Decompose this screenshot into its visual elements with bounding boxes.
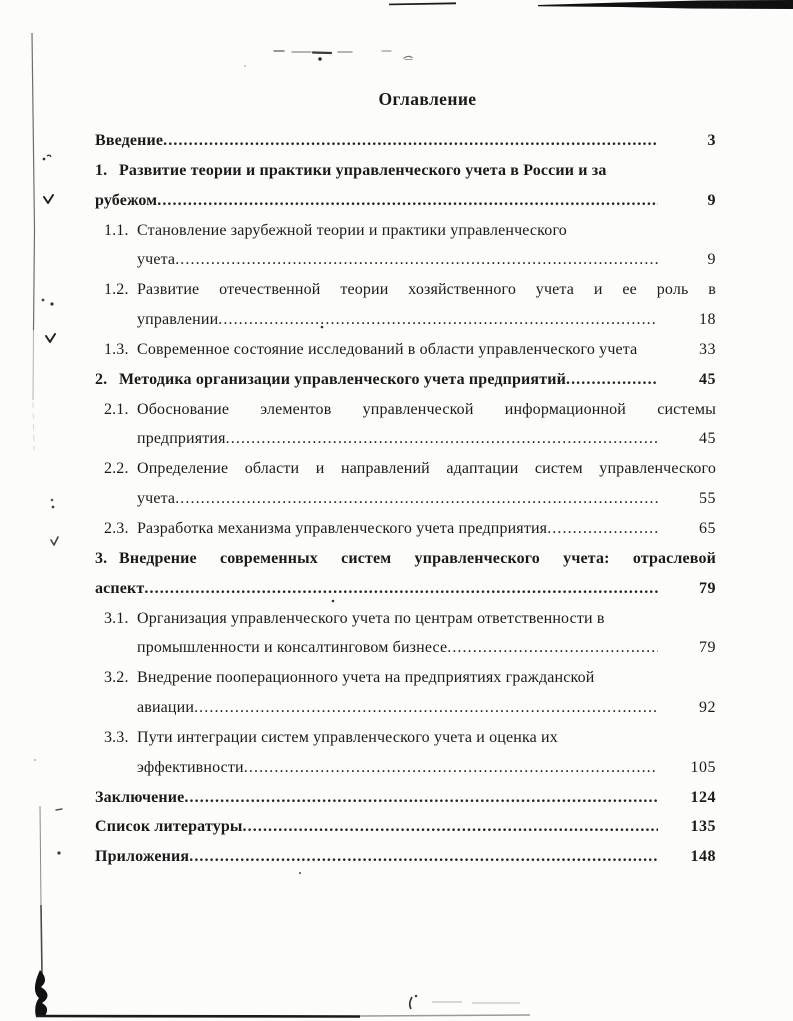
dot-leader <box>175 484 658 514</box>
toc-entry-text: Разработка механизма управленческого учета предприятия <box>137 519 548 537</box>
page-title: Оглавление <box>378 89 477 109</box>
toc-entry-text: рубежом <box>95 191 158 209</box>
scan-streak-top-right <box>538 0 793 9</box>
toc-entry-number: 1.3. <box>104 340 129 358</box>
toc-entry-text: аспект <box>95 579 145 597</box>
page-number: 148 <box>690 848 716 866</box>
dot-leader <box>547 514 658 544</box>
toc-entry-line <box>0 812 793 842</box>
page-number: 135 <box>690 818 716 836</box>
page-number: 65 <box>699 519 716 537</box>
toc-entry-number: 2.1. <box>104 400 129 418</box>
toc-entry-text: Развитие отечественной теории хозяйственного учета и ее роль в <box>137 281 716 299</box>
dot-leader <box>189 842 658 872</box>
toc-entry-number: 2.3. <box>104 519 129 537</box>
dot-leader <box>163 126 658 156</box>
dot-leader <box>184 783 658 813</box>
toc-entry-line <box>0 574 793 604</box>
toc-entry-line <box>0 514 793 544</box>
toc-entry-number: 3.1. <box>104 609 129 627</box>
scan-line-bottom <box>36 995 530 1017</box>
toc-entry-line <box>0 156 793 186</box>
toc-entry-number: 3.2. <box>104 669 129 687</box>
toc-entry-text: Обоснование элементов управленческой информационной системы <box>137 400 716 418</box>
page-number: 3 <box>707 132 716 149</box>
toc-entry-text: учета <box>137 251 176 269</box>
toc-entry-text: Внедрение современных систем управленческого учета: отраслевой <box>119 549 716 567</box>
page-number: 45 <box>699 430 716 448</box>
toc-entry-line <box>0 842 793 872</box>
toc-entry-text: Организация управленческого учета по центрам ответственности в <box>137 609 605 627</box>
dot-leader <box>175 245 658 275</box>
toc-entry-line <box>0 753 793 783</box>
dot-leader <box>244 753 658 783</box>
toc-entry-text: Пути интеграции систем управленческого учета и оценка их <box>137 728 558 746</box>
dot-leader <box>194 693 658 723</box>
toc-entry-line <box>0 126 793 156</box>
table-of-contents <box>0 126 793 872</box>
toc-entry-number: 1.1. <box>104 221 129 239</box>
page-number: 55 <box>699 490 716 508</box>
toc-entry-text: Заключение <box>95 788 185 806</box>
toc-entry-line <box>0 604 793 634</box>
toc-entry-text: учета <box>137 490 176 508</box>
toc-entry-text: Приложения <box>95 848 190 866</box>
dot-leader <box>447 633 658 663</box>
toc-entry-line <box>0 693 793 723</box>
toc-entry-text: промышленности и консалтинговом бизнесе <box>137 639 448 657</box>
toc-entry-text: Внедрение пооперационного учета на предприятиях гражданской <box>137 669 595 687</box>
page-number: 124 <box>690 788 716 806</box>
toc-entry-line <box>0 275 793 305</box>
toc-entry-text: управлении <box>137 311 219 329</box>
dot-leader <box>157 186 658 216</box>
toc-entry-line <box>0 783 793 813</box>
toc-entry-number: 1. <box>95 161 108 179</box>
page-number: 33 <box>699 340 716 358</box>
toc-entry-line <box>0 305 793 335</box>
page-number: 92 <box>699 699 716 717</box>
page-number: 79 <box>699 639 716 657</box>
toc-entry-text: Развитие теории и практики управленческого учета в России и за <box>119 161 607 179</box>
dot-leader <box>243 812 658 842</box>
dot-leader <box>226 424 658 454</box>
toc-entry-line <box>0 395 793 425</box>
toc-entry-line <box>0 454 793 484</box>
toc-entry-number: 3. <box>95 549 108 567</box>
toc-entry-line <box>0 484 793 514</box>
dot-leader <box>218 305 658 335</box>
toc-entry-text: авиации <box>137 699 195 717</box>
toc-entry-text: предприятия <box>137 430 226 448</box>
toc-entry-text: Методика организации управленческого учета предприятий <box>119 370 566 388</box>
scan-smudge-header <box>244 51 412 67</box>
toc-entry-line <box>0 633 793 663</box>
toc-entry-text: Современное состояние исследований в области управленческого учета <box>137 340 638 358</box>
toc-entry-line <box>0 245 793 275</box>
toc-entry-text: Список литературы <box>95 818 243 836</box>
toc-entry-text: Введение <box>95 132 164 149</box>
dot-leader <box>144 574 658 604</box>
page-number: 9 <box>707 251 716 269</box>
scan-line-top-center <box>389 2 456 5</box>
toc-entry-text: Определение области и направлений адаптации систем управленческого <box>137 460 716 478</box>
page-number: 105 <box>690 758 716 776</box>
toc-entry-line <box>0 365 793 395</box>
toc-entry-line <box>0 216 793 246</box>
toc-entry-line <box>0 335 793 365</box>
page-number: 45 <box>699 370 716 388</box>
toc-entry-text: Становление зарубежной теории и практики управленческого <box>137 221 567 239</box>
page-number: 9 <box>707 191 716 209</box>
toc-entry-number: 2. <box>95 370 108 388</box>
toc-entry-text: эффективности <box>137 758 244 776</box>
toc-entry-number: 1.2. <box>104 281 129 299</box>
page-number: 79 <box>699 579 716 597</box>
toc-entry-line <box>0 663 793 693</box>
toc-entry-line <box>0 723 793 753</box>
toc-entry-line <box>0 544 793 574</box>
toc-entry-line <box>0 424 793 454</box>
toc-entry-line <box>0 186 793 216</box>
page-number: 18 <box>699 311 716 329</box>
toc-entry-number: 2.2. <box>104 460 129 478</box>
toc-entry-number: 3.3. <box>104 728 129 746</box>
dot-leader <box>566 365 658 395</box>
